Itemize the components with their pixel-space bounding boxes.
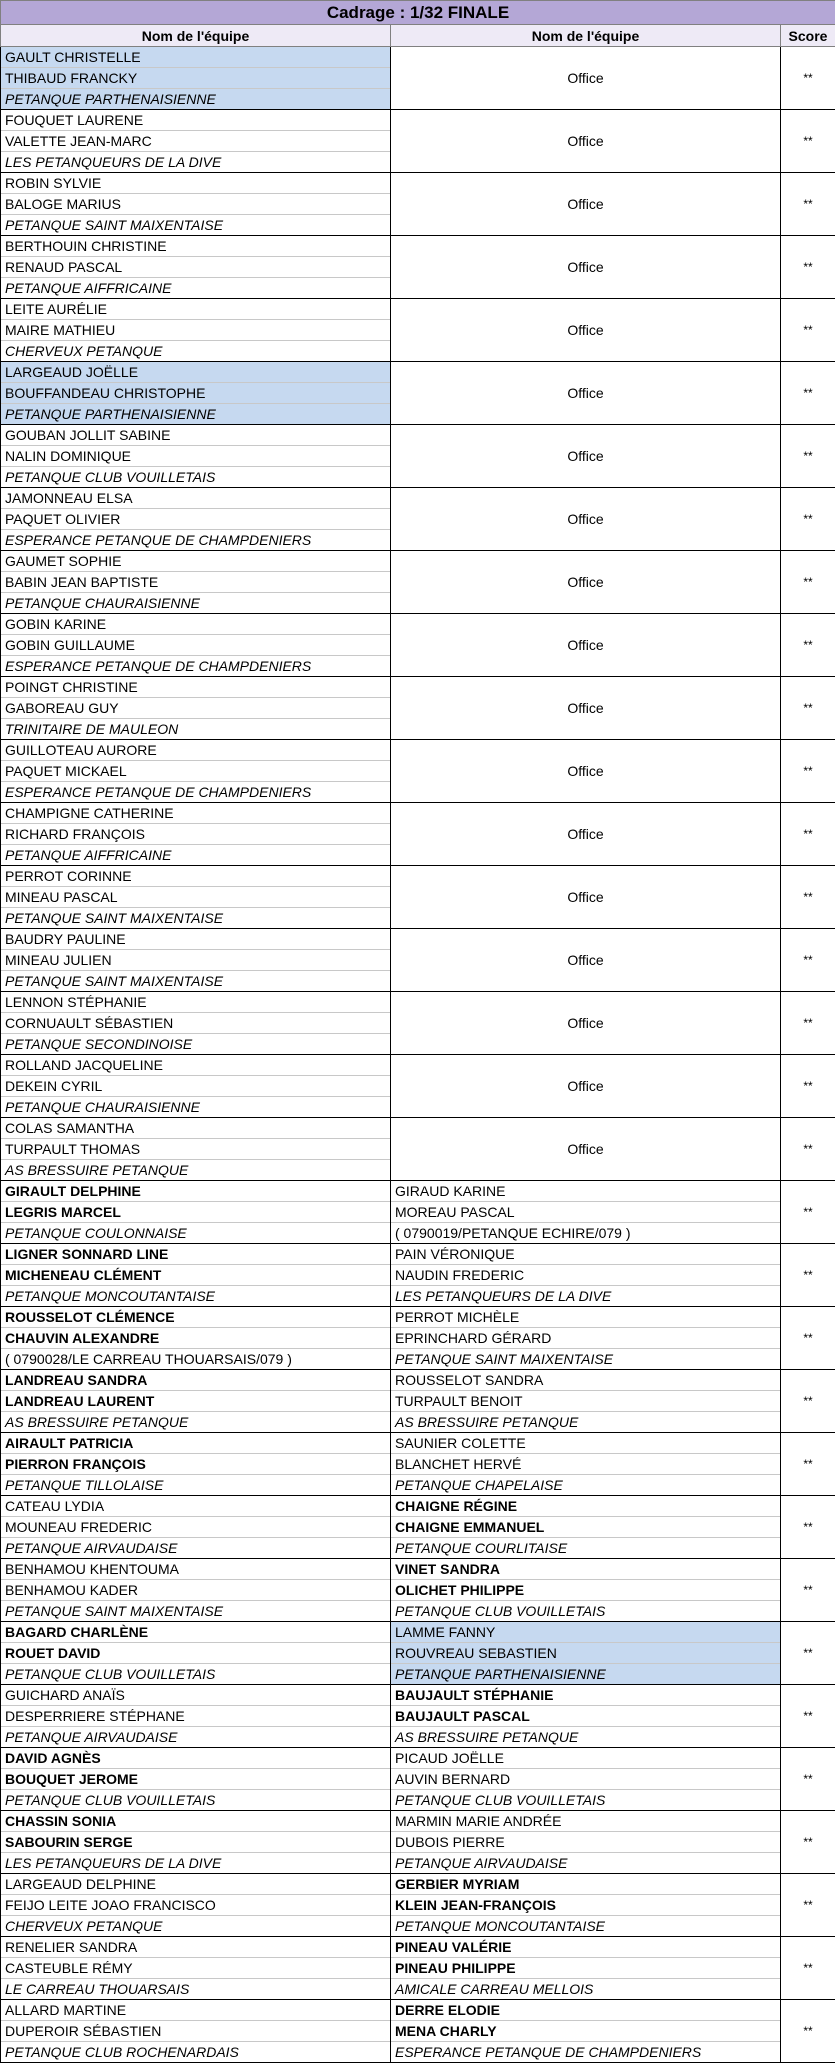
table-row: [1, 677, 835, 740]
table-row: [1, 803, 835, 866]
table-row: [1, 551, 835, 614]
office-cell: Office: [391, 173, 781, 236]
table-row: [1, 236, 835, 299]
player-2-name: DEKEIN CYRIL: [1, 1075, 390, 1096]
player-1-name: LEITE AURÉLIE: [5, 301, 107, 317]
player-1-name: ROUSSELOT SANDRA: [395, 1372, 544, 1388]
player-2-name: CASTEUBLE RÉMY: [1, 1957, 390, 1978]
player-1-name: PERROT CORINNE: [5, 868, 132, 884]
player-1-name: BENHAMOU KHENTOUMA: [5, 1561, 179, 1577]
player-2-name: TURPAULT BENOIT: [391, 1390, 780, 1411]
office-cell: Office: [391, 47, 781, 110]
player-1-name: ROLLAND JACQUELINE: [5, 1057, 163, 1073]
club-name: ESPERANCE PETANQUE DE CHAMPDENIERS: [391, 2041, 780, 2062]
player-2-name: DUBOIS PIERRE: [391, 1831, 780, 1852]
player-2-name: BOUQUET JEROME: [1, 1768, 390, 1789]
club-name: CHERVEUX PETANQUE: [1, 1915, 390, 1936]
player-2-name: BAUJAULT PASCAL: [391, 1705, 780, 1726]
team-1-cell: [1, 1559, 391, 1622]
club-name: PETANQUE CHAPELAISE: [391, 1474, 780, 1495]
table-row: [1, 1433, 835, 1496]
player-1-name: CHAIGNE RÉGINE: [395, 1498, 518, 1514]
player-1-name: LIGNER SONNARD LINE: [5, 1246, 169, 1262]
team-1-cell: [1, 677, 391, 740]
team-2-cell: [391, 1622, 781, 1685]
office-cell: Office: [391, 866, 781, 929]
player-2-name: BOUFFANDEAU CHRISTOPHE: [1, 382, 390, 403]
player-2-name: MINEAU PASCAL: [1, 886, 390, 907]
club-name: PETANQUE MONCOUTANTAISE: [391, 1915, 780, 1936]
club-name: PETANQUE PARTHENAISIENNE: [1, 403, 390, 424]
office-cell: Office: [391, 740, 781, 803]
team-1-cell: [1, 1748, 391, 1811]
table-row: [1, 992, 835, 1055]
club-name: AS BRESSUIRE PETANQUE: [391, 1726, 780, 1747]
table-row: [1, 614, 835, 677]
score-cell[interactable]: **: [781, 2000, 835, 2063]
player-1-name: GAULT CHRISTELLE: [5, 49, 141, 65]
player-1-name: PICAUD JOËLLE: [395, 1750, 504, 1766]
score-cell[interactable]: **: [781, 1370, 835, 1433]
club-name: CHERVEUX PETANQUE: [1, 340, 390, 361]
player-1-name: FOUQUET LAURENE: [5, 112, 144, 128]
club-name: ( 0790028/LE CARREAU THOUARSAIS/079 ): [1, 1348, 390, 1369]
club-name: PETANQUE SAINT MAIXENTAISE: [1, 214, 390, 235]
player-1-name: POINGT CHRISTINE: [5, 679, 138, 695]
office-cell: Office: [391, 299, 781, 362]
player-1-name: DAVID AGNÈS: [5, 1750, 101, 1766]
player-2-name: BALOGE MARIUS: [1, 193, 390, 214]
score-cell[interactable]: **: [781, 1685, 835, 1748]
table-row: [1, 1811, 835, 1874]
club-name: PETANQUE SAINT MAIXENTAISE: [391, 1348, 780, 1369]
club-name: LES PETANQUEURS DE LA DIVE: [1, 1852, 390, 1873]
club-name: PETANQUE CHAURAISIENNE: [1, 1096, 390, 1117]
player-1-name: GUILLOTEAU AURORE: [5, 742, 157, 758]
office-cell: Office: [391, 614, 781, 677]
score-cell[interactable]: **: [781, 866, 835, 929]
team-1-cell: [1, 110, 391, 173]
player-2-name: RENAUD PASCAL: [1, 256, 390, 277]
player-1-name: BAUDRY PAULINE: [5, 931, 126, 947]
table-row: [1, 866, 835, 929]
team-2-cell: [391, 1433, 781, 1496]
table-row: [1, 1685, 835, 1748]
team-2-cell: [391, 1181, 781, 1244]
table-row: [1, 173, 835, 236]
player-2-name: VALETTE JEAN-MARC: [1, 130, 390, 151]
player-2-name: CORNUAULT SÉBASTIEN: [1, 1012, 390, 1033]
table-row: [1, 362, 835, 425]
player-1-name: AIRAULT PATRICIA: [5, 1435, 134, 1451]
office-cell: Office: [391, 929, 781, 992]
table-row: [1, 1118, 835, 1181]
header-team-1: Nom de l'équipe: [1, 25, 391, 47]
player-1-name: LAMME FANNY: [395, 1624, 496, 1640]
team-1-cell: [1, 173, 391, 236]
player-1-name: JAMONNEAU ELSA: [5, 490, 133, 506]
office-cell: Office: [391, 677, 781, 740]
team-1-cell: [1, 425, 391, 488]
player-1-name: GAUMET SOPHIE: [5, 553, 122, 569]
player-2-name: OLICHET PHILIPPE: [391, 1579, 780, 1600]
player-1-name: LANDREAU SANDRA: [5, 1372, 148, 1388]
player-2-name: NAUDIN FREDERIC: [391, 1264, 780, 1285]
player-2-name: PINEAU PHILIPPE: [391, 1957, 780, 1978]
team-1-cell: [1, 740, 391, 803]
table-row: [1, 47, 835, 110]
office-cell: Office: [391, 110, 781, 173]
team-1-cell: [1, 299, 391, 362]
player-1-name: CATEAU LYDIA: [5, 1498, 105, 1514]
team-2-cell: [391, 1559, 781, 1622]
team-1-cell: [1, 866, 391, 929]
player-1-name: GIRAULT DELPHINE: [5, 1183, 141, 1199]
player-1-name: COLAS SAMANTHA: [5, 1120, 135, 1136]
score-cell[interactable]: **: [781, 1433, 835, 1496]
player-2-name: SABOURIN SERGE: [1, 1831, 390, 1852]
office-cell: Office: [391, 236, 781, 299]
player-2-name: LANDREAU LAURENT: [1, 1390, 390, 1411]
team-1-cell: [1, 1685, 391, 1748]
club-name: AMICALE CARREAU MELLOIS: [391, 1978, 780, 1999]
club-name: PETANQUE AIFFRICAINE: [1, 844, 390, 865]
team-2-cell: [391, 1370, 781, 1433]
table-row: [1, 1055, 835, 1118]
score-cell[interactable]: **: [781, 1748, 835, 1811]
score-cell[interactable]: **: [781, 1118, 835, 1181]
player-1-name: ROBIN SYLVIE: [5, 175, 102, 191]
club-name: PETANQUE MONCOUTANTAISE: [1, 1285, 390, 1306]
club-name: ( 0790019/PETANQUE ECHIRE/079 ): [391, 1222, 780, 1243]
player-1-name: VINET SANDRA: [395, 1561, 501, 1577]
player-2-name: NALIN DOMINIQUE: [1, 445, 390, 466]
table-row: [1, 1559, 835, 1622]
player-1-name: PAIN VÉRONIQUE: [395, 1246, 515, 1262]
club-name: PETANQUE AIFFRICAINE: [1, 277, 390, 298]
player-1-name: GERBIER MYRIAM: [395, 1876, 520, 1892]
team-1-cell: [1, 992, 391, 1055]
office-cell: Office: [391, 1055, 781, 1118]
score-cell[interactable]: **: [781, 110, 835, 173]
player-2-name: BABIN JEAN BAPTISTE: [1, 571, 390, 592]
club-name: PETANQUE CLUB VOUILLETAIS: [391, 1600, 780, 1621]
club-name: LES PETANQUEURS DE LA DIVE: [1, 151, 390, 172]
team-2-cell: [391, 1748, 781, 1811]
score-cell[interactable]: **: [781, 614, 835, 677]
header-team-2: Nom de l'équipe: [391, 25, 781, 47]
player-1-name: LARGEAUD JOËLLE: [5, 364, 139, 380]
office-cell: Office: [391, 488, 781, 551]
score-cell[interactable]: **: [781, 1244, 835, 1307]
player-2-name: MINEAU JULIEN: [1, 949, 390, 970]
office-cell: Office: [391, 992, 781, 1055]
club-name: PETANQUE PARTHENAISIENNE: [1, 88, 390, 109]
table-row: [1, 1874, 835, 1937]
team-1-cell: [1, 1244, 391, 1307]
team-1-cell: [1, 362, 391, 425]
club-name: ESPERANCE PETANQUE DE CHAMPDENIERS: [1, 655, 390, 676]
club-name: ESPERANCE PETANQUE DE CHAMPDENIERS: [1, 529, 390, 550]
team-1-cell: [1, 614, 391, 677]
team-1-cell: [1, 1937, 391, 2000]
player-1-name: GOUBAN JOLLIT SABINE: [5, 427, 171, 443]
score-cell[interactable]: **: [781, 1181, 835, 1244]
table-row: [1, 1748, 835, 1811]
player-1-name: BAGARD CHARLÈNE: [5, 1624, 149, 1640]
player-2-name: GOBIN GUILLAUME: [1, 634, 390, 655]
club-name: PETANQUE SECONDINOISE: [1, 1033, 390, 1054]
player-1-name: PERROT MICHÈLE: [395, 1309, 520, 1325]
player-2-name: TURPAULT THOMAS: [1, 1138, 390, 1159]
player-1-name: ALLARD MARTINE: [5, 2002, 127, 2018]
player-2-name: AUVIN BERNARD: [391, 1768, 780, 1789]
player-1-name: LARGEAUD DELPHINE: [5, 1876, 156, 1892]
club-name: PETANQUE COURLITAISE: [391, 1537, 780, 1558]
player-2-name: DUPEROIR SÉBASTIEN: [1, 2020, 390, 2041]
score-cell[interactable]: **: [781, 236, 835, 299]
team-2-cell: [391, 1937, 781, 2000]
table-row: [1, 1181, 835, 1244]
player-1-name: LENNON STÉPHANIE: [5, 994, 147, 1010]
player-2-name: ROUET DAVID: [1, 1642, 390, 1663]
team-1-cell: [1, 488, 391, 551]
team-1-cell: [1, 1496, 391, 1559]
score-cell[interactable]: **: [781, 362, 835, 425]
player-1-name: MARMIN MARIE ANDRÉE: [395, 1813, 562, 1829]
table-row: [1, 110, 835, 173]
team-2-cell: [391, 2000, 781, 2063]
team-1-cell: [1, 1433, 391, 1496]
score-cell[interactable]: **: [781, 1307, 835, 1370]
club-name: PETANQUE PARTHENAISIENNE: [391, 1663, 780, 1684]
team-2-cell: [391, 1244, 781, 1307]
score-cell[interactable]: **: [781, 929, 835, 992]
score-cell[interactable]: **: [781, 1496, 835, 1559]
score-cell[interactable]: **: [781, 488, 835, 551]
team-1-cell: [1, 1874, 391, 1937]
office-cell: Office: [391, 551, 781, 614]
table-row: [1, 1307, 835, 1370]
club-name: PETANQUE CLUB VOUILLETAIS: [1, 1663, 390, 1684]
club-name: PETANQUE CLUB VOUILLETAIS: [1, 1789, 390, 1810]
team-1-cell: [1, 1181, 391, 1244]
club-name: ESPERANCE PETANQUE DE CHAMPDENIERS: [1, 781, 390, 802]
club-name: AS BRESSUIRE PETANQUE: [391, 1411, 780, 1432]
club-name: PETANQUE CLUB VOUILLETAIS: [391, 1789, 780, 1810]
player-1-name: GUICHARD ANAÏS: [5, 1687, 125, 1703]
table-row: [1, 488, 835, 551]
player-1-name: CHAMPIGNE CATHERINE: [5, 805, 174, 821]
score-cell[interactable]: **: [781, 803, 835, 866]
header-score: Score: [781, 25, 835, 47]
club-name: LES PETANQUEURS DE LA DIVE: [391, 1285, 780, 1306]
table-row: [1, 1622, 835, 1685]
player-2-name: KLEIN JEAN-FRANÇOIS: [391, 1894, 780, 1915]
table-row: [1, 2000, 835, 2063]
score-cell[interactable]: **: [781, 1559, 835, 1622]
player-2-name: THIBAUD FRANCKY: [1, 67, 390, 88]
club-name: PETANQUE CLUB VOUILLETAIS: [1, 466, 390, 487]
player-2-name: CHAUVIN ALEXANDRE: [1, 1327, 390, 1348]
club-name: LE CARREAU THOUARSAIS: [1, 1978, 390, 1999]
player-1-name: GOBIN KARINE: [5, 616, 107, 632]
score-cell[interactable]: **: [781, 425, 835, 488]
office-cell: Office: [391, 1118, 781, 1181]
table-row: [1, 299, 835, 362]
team-1-cell: [1, 1307, 391, 1370]
club-name: PETANQUE AIRVAUDAISE: [391, 1852, 780, 1873]
player-2-name: PAQUET MICKAEL: [1, 760, 390, 781]
score-cell[interactable]: **: [781, 992, 835, 1055]
club-name: AS BRESSUIRE PETANQUE: [1, 1159, 390, 1180]
score-cell[interactable]: **: [781, 1937, 835, 2000]
player-1-name: RENELIER SANDRA: [5, 1939, 138, 1955]
score-cell[interactable]: **: [781, 299, 835, 362]
table-row: [1, 1244, 835, 1307]
score-cell[interactable]: **: [781, 1874, 835, 1937]
team-1-cell: [1, 1055, 391, 1118]
score-cell[interactable]: **: [781, 1811, 835, 1874]
office-cell: Office: [391, 425, 781, 488]
score-cell[interactable]: **: [781, 677, 835, 740]
club-name: TRINITAIRE DE MAULEON: [1, 718, 390, 739]
player-2-name: ROUVREAU SEBASTIEN: [391, 1642, 780, 1663]
club-name: PETANQUE SAINT MAIXENTAISE: [1, 970, 390, 991]
team-1-cell: [1, 236, 391, 299]
player-2-name: PIERRON FRANÇOIS: [1, 1453, 390, 1474]
player-2-name: MAIRE MATHIEU: [1, 319, 390, 340]
player-1-name: PINEAU VALÉRIE: [395, 1939, 512, 1955]
team-2-cell: [391, 1874, 781, 1937]
player-2-name: CHAIGNE EMMANUEL: [391, 1516, 780, 1537]
score-cell[interactable]: **: [781, 740, 835, 803]
player-2-name: PAQUET OLIVIER: [1, 508, 390, 529]
sheet-title: Cadrage : 1/32 FINALE: [1, 1, 835, 25]
team-1-cell: [1, 1622, 391, 1685]
table-row: [1, 425, 835, 488]
club-name: PETANQUE COULONNAISE: [1, 1222, 390, 1243]
team-2-cell: [391, 1307, 781, 1370]
team-1-cell: [1, 551, 391, 614]
player-2-name: FEIJO LEITE JOAO FRANCISCO: [1, 1894, 390, 1915]
player-1-name: SAUNIER COLETTE: [395, 1435, 526, 1451]
team-2-cell: [391, 1685, 781, 1748]
team-2-cell: [391, 1811, 781, 1874]
score-cell[interactable]: **: [781, 551, 835, 614]
team-1-cell: [1, 2000, 391, 2063]
player-2-name: BLANCHET HERVÉ: [391, 1453, 780, 1474]
player-1-name: BAUJAULT STÉPHANIE: [395, 1687, 554, 1703]
player-2-name: LEGRIS MARCEL: [1, 1201, 390, 1222]
club-name: PETANQUE SAINT MAIXENTAISE: [1, 907, 390, 928]
club-name: PETANQUE CHAURAISIENNE: [1, 592, 390, 613]
office-cell: Office: [391, 803, 781, 866]
player-1-name: GIRAUD KARINE: [395, 1183, 506, 1199]
player-2-name: EPRINCHARD GÉRARD: [391, 1327, 780, 1348]
player-2-name: MOREAU PASCAL: [391, 1201, 780, 1222]
player-2-name: GABOREAU GUY: [1, 697, 390, 718]
club-name: PETANQUE AIRVAUDAISE: [1, 1537, 390, 1558]
player-2-name: MICHENEAU CLÉMENT: [1, 1264, 390, 1285]
player-1-name: DERRE ELODIE: [395, 2002, 501, 2018]
team-1-cell: [1, 1118, 391, 1181]
table-row: [1, 1370, 835, 1433]
table-row: [1, 929, 835, 992]
player-1-name: CHASSIN SONIA: [5, 1813, 117, 1829]
score-cell[interactable]: **: [781, 47, 835, 110]
player-1-name: ROUSSELOT CLÉMENCE: [5, 1309, 175, 1325]
score-cell[interactable]: **: [781, 1055, 835, 1118]
player-2-name: BENHAMOU KADER: [1, 1579, 390, 1600]
table-row: [1, 1937, 835, 2000]
team-1-cell: [1, 47, 391, 110]
score-cell[interactable]: **: [781, 173, 835, 236]
player-2-name: DESPERRIERE STÉPHANE: [1, 1705, 390, 1726]
team-2-cell: [391, 1496, 781, 1559]
team-1-cell: [1, 1811, 391, 1874]
team-1-cell: [1, 803, 391, 866]
player-2-name: MOUNEAU FREDERIC: [1, 1516, 390, 1537]
team-1-cell: [1, 1370, 391, 1433]
office-cell: Office: [391, 362, 781, 425]
team-1-cell: [1, 929, 391, 992]
club-name: PETANQUE SAINT MAIXENTAISE: [1, 1600, 390, 1621]
score-cell[interactable]: **: [781, 1622, 835, 1685]
club-name: AS BRESSUIRE PETANQUE: [1, 1411, 390, 1432]
club-name: PETANQUE AIRVAUDAISE: [1, 1726, 390, 1747]
club-name: PETANQUE TILLOLAISE: [1, 1474, 390, 1495]
club-name: PETANQUE CLUB ROCHENARDAIS: [1, 2041, 390, 2062]
table-row: [1, 740, 835, 803]
table-row: [1, 1496, 835, 1559]
player-2-name: MENA CHARLY: [391, 2020, 780, 2041]
player-2-name: RICHARD FRANÇOIS: [1, 823, 390, 844]
player-1-name: BERTHOUIN CHRISTINE: [5, 238, 167, 254]
